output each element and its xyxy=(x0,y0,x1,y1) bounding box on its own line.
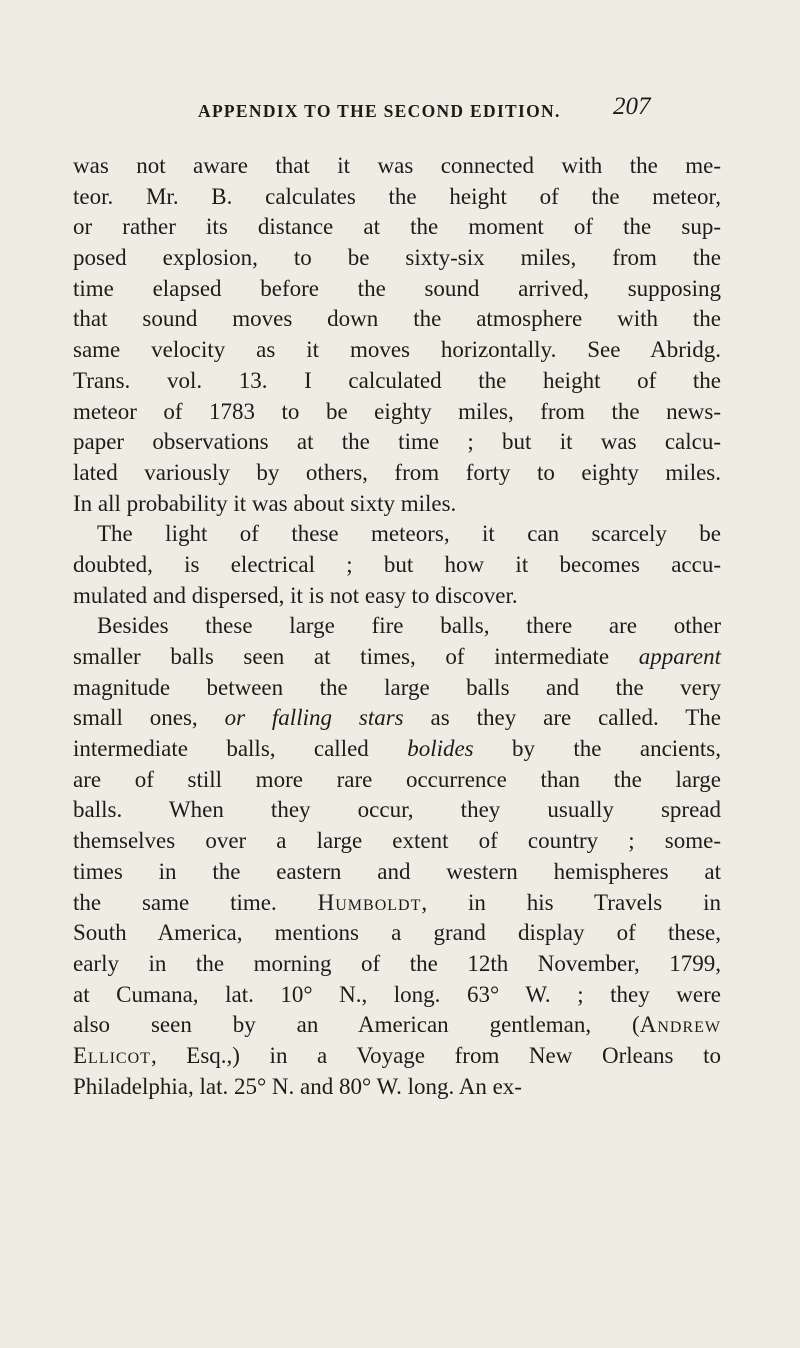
text-run: at Cumana, lat. 10° N., long. 63° W. ; they were xyxy=(73,981,721,1007)
italic-text: bolides xyxy=(407,736,474,762)
text-line xyxy=(73,888,721,919)
text-line xyxy=(73,765,721,796)
text-line xyxy=(73,1010,721,1041)
text-line xyxy=(73,673,721,704)
text-line: mulated and dispersed, it is not easy to discover. xyxy=(73,582,518,608)
text-line xyxy=(73,795,721,826)
text-line: or rather its distance at the moment of the sup- xyxy=(73,214,721,240)
text-line: In all probability it was about sixty miles. xyxy=(73,490,457,516)
text-run: Philadelphia, lat. 25° N. and 80° W. long. An ex- xyxy=(73,1073,522,1099)
text-line xyxy=(73,611,721,642)
text-run: also seen by an American gentleman, ( xyxy=(73,1012,640,1038)
text-line: that sound moves down the atmosphere with the xyxy=(73,306,721,332)
text-run: by the ancients, xyxy=(473,736,721,762)
text-line xyxy=(73,1072,721,1103)
text-line xyxy=(73,857,721,888)
italic-text: or xyxy=(224,705,246,731)
text-run: are of still more rare occurrence than the large xyxy=(73,766,721,792)
text-run: South America, mentions a grand display of these, xyxy=(73,920,721,946)
text-run: small ones, xyxy=(73,705,225,731)
text-line: was not aware that it was connected with the me- xyxy=(73,153,721,178)
running-title: APPENDIX TO THE SECOND EDITION. xyxy=(198,101,561,121)
text-line: doubted, is electrical ; but how it becomes accu- xyxy=(73,551,721,577)
text-line xyxy=(73,642,721,673)
small-caps-name: Ellicot xyxy=(73,1042,151,1068)
text-line: Trans. vol. 13. I calculated the height of the xyxy=(73,367,721,393)
text-line: The light of these meteors, it can scarcely be xyxy=(97,521,721,547)
text-run: smaller balls seen at times, of intermediate xyxy=(73,644,639,669)
paragraph-3 xyxy=(73,611,721,1102)
text-line: same velocity as it moves horizontally. See Abridg. xyxy=(73,337,721,363)
page-number: 207 xyxy=(613,93,651,120)
text-line: lated variously by others, from forty to eighty miles. xyxy=(73,459,721,485)
text-line: meteor of 1783 to be eighty miles, from the news- xyxy=(73,398,721,424)
paragraph-1 xyxy=(73,151,721,519)
body-text xyxy=(73,151,721,1102)
text-run: Besides these large fire balls, there are other xyxy=(97,613,721,639)
running-head xyxy=(198,93,718,131)
text-line xyxy=(73,980,721,1011)
text-line xyxy=(73,826,721,857)
text-run: balls. When they occur, they usually spread xyxy=(73,797,721,823)
text-run: , in his Travels in xyxy=(421,889,721,915)
paragraph-2 xyxy=(73,519,721,611)
text-run: early in the morning of the 12th November, 1799, xyxy=(73,950,721,976)
text-run: themselves over a large extent of country ; some- xyxy=(73,828,721,854)
text-line xyxy=(73,918,721,949)
text-run: as they are called. The xyxy=(403,705,721,731)
text-line xyxy=(73,949,721,980)
small-caps-name: Andrew xyxy=(639,1012,721,1038)
text-run xyxy=(245,705,272,730)
text-run: , Esq.,) in a Voyage from New Orleans to xyxy=(150,1042,721,1068)
text-line xyxy=(73,703,721,734)
text-line: time elapsed before the sound arrived, supposing xyxy=(73,275,721,301)
text-line: teor. Mr. B. calculates the height of the meteor, xyxy=(73,183,721,209)
text-line xyxy=(73,1041,721,1072)
italic-text: falling stars xyxy=(271,705,404,731)
text-run: times in the eastern and western hemispheres at xyxy=(73,858,721,884)
text-line xyxy=(73,734,721,765)
text-run: magnitude between the large balls and the very xyxy=(73,674,721,700)
text-line: posed explosion, to be sixty-six miles, from the xyxy=(73,245,721,271)
text-run: the same time. xyxy=(73,889,318,915)
text-line: paper observations at the time ; but it was calcu- xyxy=(73,429,721,455)
italic-text: apparent xyxy=(638,644,721,669)
small-caps-name: Humboldt xyxy=(317,889,422,915)
text-run: intermediate balls, called xyxy=(73,736,408,762)
